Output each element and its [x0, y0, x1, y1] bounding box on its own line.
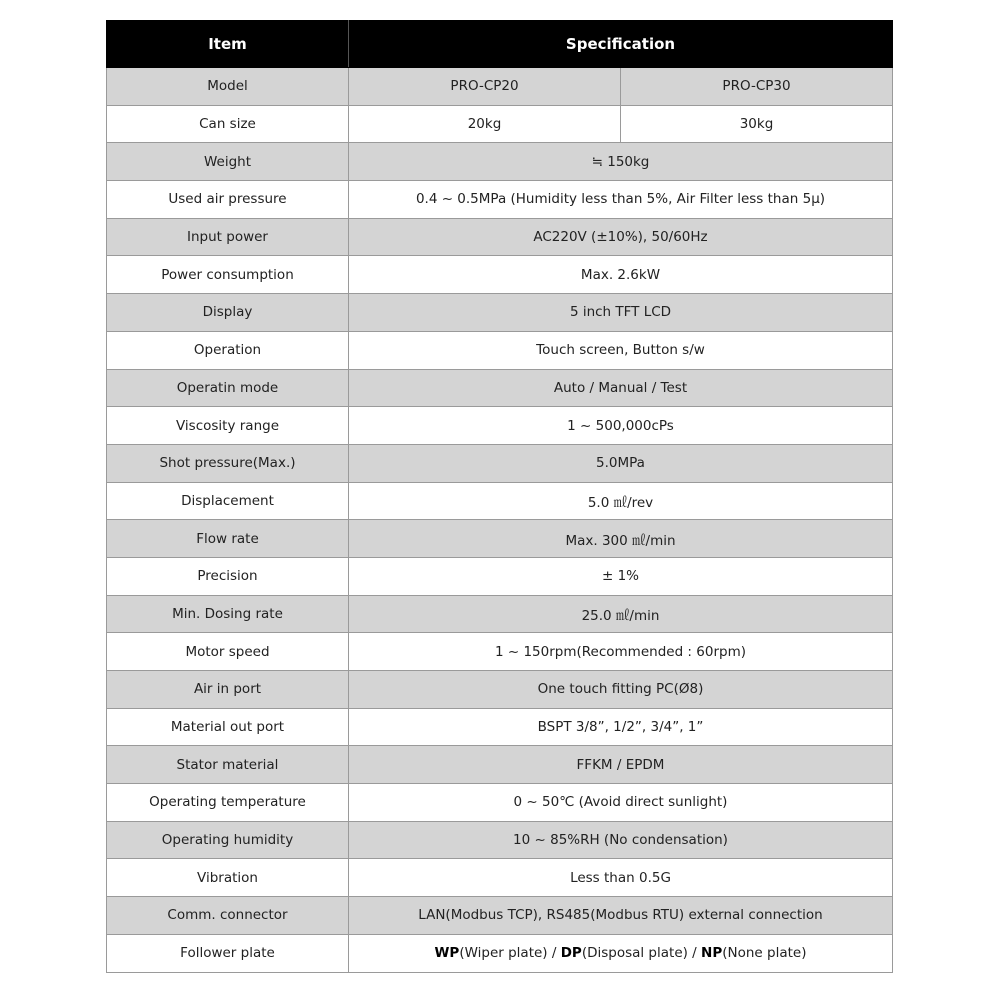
spec-row-vibration — [107, 859, 893, 897]
row-value: Less than 0.5G — [349, 859, 893, 897]
row-value: 25.0 ㎖/min — [349, 595, 893, 633]
header-row — [107, 21, 893, 68]
row-label: Input power — [107, 218, 349, 256]
row-label: Stator material — [107, 746, 349, 784]
row-value: LAN(Modbus TCP), RS485(Modbus RTU) external connection — [349, 897, 893, 935]
row-label: Operating humidity — [107, 821, 349, 859]
row-label: Used air pressure — [107, 181, 349, 219]
row-label: Operatin mode — [107, 369, 349, 407]
spec-row-operation — [107, 331, 893, 369]
row-value: 5.0MPa — [349, 444, 893, 482]
row-value: BSPT 3/8”, 1/2”, 3/4”, 1” — [349, 708, 893, 746]
row-label: Display — [107, 294, 349, 332]
spec-row-shot-pressure — [107, 444, 893, 482]
row-value — [349, 934, 893, 972]
dp-text: (Disposal plate) / — [581, 945, 702, 962]
spec-row-air-in-port — [107, 671, 893, 709]
spec-row-input-power — [107, 218, 893, 256]
spec-row-motor-speed — [107, 633, 893, 671]
row-label: Weight — [107, 143, 349, 181]
row-label: Air in port — [107, 671, 349, 709]
row-value: 0 ~ 50℃ (Avoid direct sunlight) — [349, 784, 893, 822]
row-label: Can size — [107, 105, 349, 143]
row-label: Operation — [107, 331, 349, 369]
row-value: Auto / Manual / Test — [349, 369, 893, 407]
np-code: NP — [701, 945, 723, 962]
row-label: Motor speed — [107, 633, 349, 671]
row-value: Max. 2.6kW — [349, 256, 893, 294]
spec-row-follower-plate — [107, 934, 893, 972]
row-label: Operating temperature — [107, 784, 349, 822]
row-label: Power consumption — [107, 256, 349, 294]
specification-table — [106, 20, 893, 973]
row-label: Comm. connector — [107, 897, 349, 935]
row-value: ≒ 150kg — [349, 143, 893, 181]
row-label: Material out port — [107, 708, 349, 746]
row-label: Flow rate — [107, 520, 349, 558]
row-label: Viscosity range — [107, 407, 349, 445]
spec-row-power-consumption — [107, 256, 893, 294]
spec-row-display — [107, 294, 893, 332]
row-label: Follower plate — [107, 934, 349, 972]
header-specification: Specification — [349, 21, 893, 68]
row-value: 5 inch TFT LCD — [349, 294, 893, 332]
row-value: Max. 300 ㎖/min — [349, 520, 893, 558]
row-value: 10 ~ 85%RH (No condensation) — [349, 821, 893, 859]
spec-row-operation-mode — [107, 369, 893, 407]
spec-row-flow-rate — [107, 520, 893, 558]
row-value: 5.0 ㎖/rev — [349, 482, 893, 520]
spec-row-material-out-port — [107, 708, 893, 746]
spec-row-operating-humidity — [107, 821, 893, 859]
spec-row-comm-connector — [107, 897, 893, 935]
spec-row-displacement — [107, 482, 893, 520]
spec-row-can-size — [107, 105, 893, 143]
row-value-pro-cp30: 30kg — [621, 105, 893, 143]
spec-row-operating-temperature — [107, 784, 893, 822]
row-label: Vibration — [107, 859, 349, 897]
wp-code: WP — [434, 945, 460, 962]
header-item: Item — [107, 21, 349, 68]
spec-row-weight — [107, 143, 893, 181]
row-value: AC220V (±10%), 50/60Hz — [349, 218, 893, 256]
row-value: 1 ~ 500,000cPs — [349, 407, 893, 445]
row-label: Displacement — [107, 482, 349, 520]
row-value: FFKM / EPDM — [349, 746, 893, 784]
row-label: Precision — [107, 557, 349, 595]
spec-row-stator-material — [107, 746, 893, 784]
spec-row-precision — [107, 557, 893, 595]
row-label: Shot pressure(Max.) — [107, 444, 349, 482]
row-value: One touch fitting PC(Ø8) — [349, 671, 893, 709]
row-label: Min. Dosing rate — [107, 595, 349, 633]
spec-row-model — [107, 68, 893, 106]
np-text: (None plate) — [722, 945, 807, 962]
row-value: 0.4 ~ 0.5MPa (Humidity less than 5%, Air Filter less than 5μ) — [349, 181, 893, 219]
row-label: Model — [107, 68, 349, 106]
row-value-pro-cp20: 20kg — [349, 105, 621, 143]
row-value: Touch screen, Button s/w — [349, 331, 893, 369]
row-value: ± 1% — [349, 557, 893, 595]
row-value: 1 ~ 150rpm(Recommended : 60rpm) — [349, 633, 893, 671]
dp-code: DP — [560, 945, 582, 962]
spec-row-used-air-pressure — [107, 181, 893, 219]
wp-text: (Wiper plate) / — [459, 945, 561, 962]
row-value-pro-cp20: PRO-CP20 — [349, 68, 621, 106]
row-value-pro-cp30: PRO-CP30 — [621, 68, 893, 106]
spec-row-min-dosing-rate — [107, 595, 893, 633]
spec-row-viscosity-range — [107, 407, 893, 445]
